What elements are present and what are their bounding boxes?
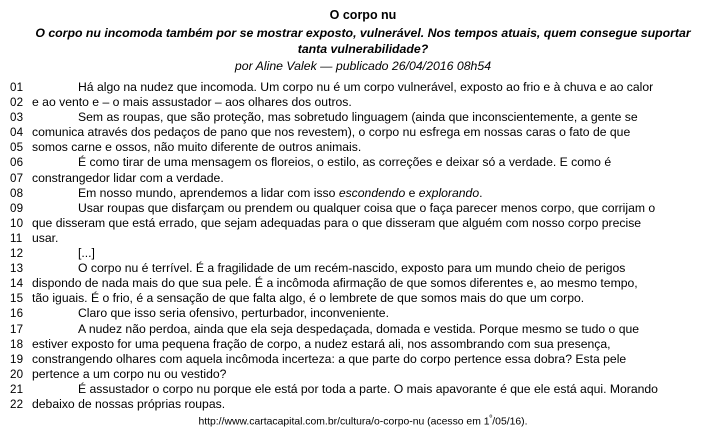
document-subtitle: O corpo nu incomoda também por se mostrar exposto, vulnerável. Nos tempos atuais, quem consegue suportar tanta vulnerabilidade? [35,26,691,56]
text-line [10,367,716,382]
text-line [10,110,716,125]
line-text: que disseram que está errado, que sejam adequadas para o que disseram que alguém com nosso corpo precise [32,215,642,230]
line-text: É assustador o corpo nu porque ele está por toda a parte. O mais apavorante é que ele está aqui. Morando [78,381,658,396]
emphasis-text: explorando [418,185,480,200]
text-line [10,352,716,367]
text-line [10,155,716,170]
text-line [10,231,716,246]
line-number: 21 [10,382,24,396]
line-number: 01 [10,81,24,94]
source-suffix: /05/16). [492,416,528,427]
line-number: 12 [10,247,24,261]
document-byline: por Aline Valek — publicado 26/04/2016 08h54 [234,59,492,73]
line-number: 11 [10,231,23,245]
line-text: comunica através dos pedaços de pano que nos revestem), o corpo nu esfrega em nossas caras o fato de que [32,125,631,140]
page-title: O corpo nu [329,8,397,22]
line-text: e ao vento e – o mais assustador – aos olhares dos outros. [32,95,352,110]
source-ordinal: º [489,412,493,422]
line-text: A nudez não perdoa, ainda que ela seja despedaçada, domada e vestida. Porque mesmo se tudo o que [78,321,640,336]
line-text: Há algo na nudez que incomoda. Um corpo nu é um corpo vulnerável, exposto ao frio e à chuva e ao calor [78,80,654,94]
text-line [10,171,716,186]
line-text: [...] [78,246,95,261]
text-line [10,397,716,412]
line-number: 04 [10,126,24,140]
text-line [10,322,716,337]
line-text: Em nosso mundo, aprendemos a lidar com isso escondendo e explorando. [78,185,483,200]
line-number: 22 [10,397,24,411]
line-number: 02 [10,96,24,110]
line-number: 03 [10,111,24,125]
line-text: estiver exposto for uma pequena fração de corpo, a nudez estará ali, nos assombrando com sua presença, [32,336,611,351]
text-line [10,201,716,216]
source-citation [0,413,726,427]
text-line [10,261,716,276]
line-number: 08 [10,186,24,200]
source-prefix: http://www.cartacapital.com.br/cultura/o-corpo-nu (acesso em 1 [198,416,490,427]
line-text: dispondo de nada mais do que sua pele. É a incômoda afirmação de que somos diferentes e, ao mesmo tempo, [32,276,638,291]
text-line [10,382,716,397]
line-number: 09 [10,201,24,215]
line-text: constrangendo olhares com aquela incômoda incerteza: a que parte do corpo pertence essa dobra? Esta pele [32,351,627,366]
text-line [10,140,716,155]
line-text: Claro que isso seria ofensivo, perturbador, inconveniente. [78,306,389,321]
line-number: 05 [10,141,24,155]
line-number: 18 [10,337,24,351]
text-line [10,291,716,306]
line-text: debaixo de nossas próprias roupas. [32,396,226,411]
text-line [10,246,716,261]
emphasis-text: escondendo [338,185,406,200]
text-line [10,125,716,140]
line-number: 13 [10,262,24,276]
line-text: Usar roupas que disfarçam ou prendem ou qualquer coisa que o faça parecer menos corpo, que corrijam o [78,200,656,215]
text-line [10,216,716,231]
line-number: 15 [10,292,24,306]
line-number: 20 [10,367,24,381]
line-number: 19 [10,352,24,366]
line-text: É como tirar de uma mensagem os floreios, o estilo, as correções e deixar só a verdade. E como é [78,155,612,170]
text-line [10,276,716,291]
line-text: Sem as roupas, que são proteção, mas sobretudo linguagem (ainda que inconscientemente, a gente se [78,110,638,125]
line-number: 14 [10,277,24,291]
line-number: 10 [10,216,24,230]
line-text: constrangedor lidar com a verdade. [32,170,224,185]
line-text: pertence a um corpo nu ou vestido? [32,366,227,381]
text-line [10,186,716,201]
document-body [10,80,716,412]
line-text: tão iguais. É o frio, é a sensação de que falta algo, é o lembrete de que somos mais do que um corpo. [32,291,585,306]
line-number: 17 [10,322,24,336]
line-number: 07 [10,171,24,185]
text-line [10,306,716,321]
text-line [10,95,716,110]
line-number: 06 [10,156,24,170]
line-text: somos carne e ossos, não muito diferente de outros animais. [32,140,362,155]
text-line [10,337,716,352]
text-line [10,80,716,95]
line-number: 16 [10,307,24,321]
line-text: O corpo nu é terrível. É a fragilidade de um recém-nascido, exposto para um mundo cheio de perigos [78,261,626,276]
line-text: usar. [32,230,59,245]
